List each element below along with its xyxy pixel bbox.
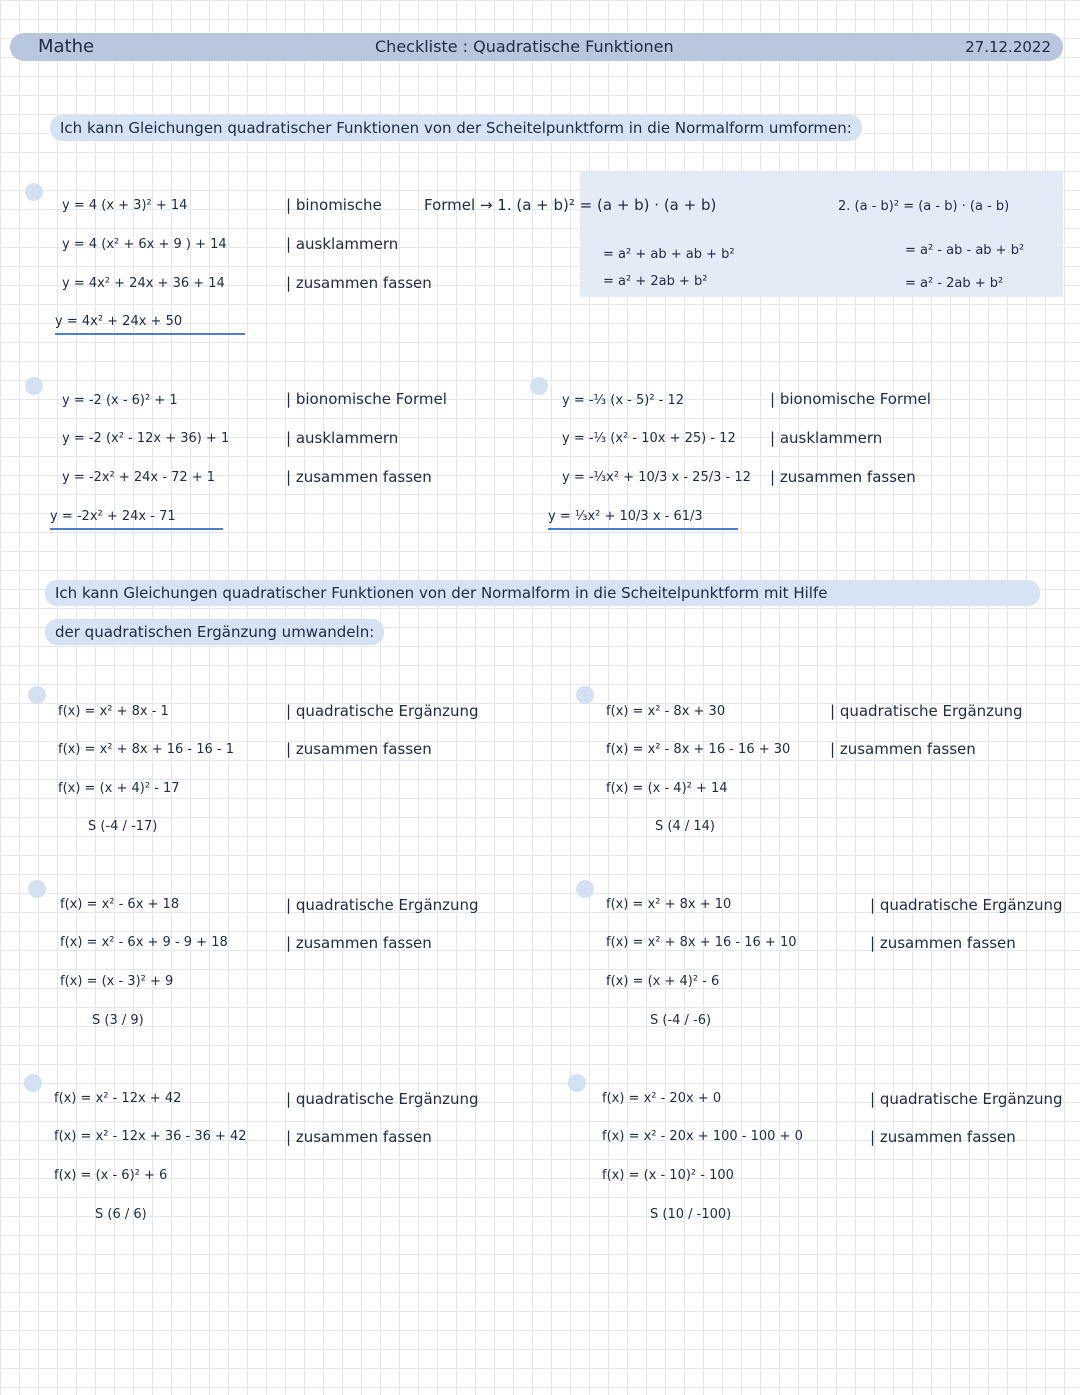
eq-result: y = 4x² + 24x + 50 <box>55 313 245 335</box>
step-note: | quadratische Ergänzung <box>870 1090 1063 1108</box>
eq-line: f(x) = x² + 8x + 16 - 16 + 10 <box>606 935 797 950</box>
bullet-dot <box>28 686 46 704</box>
step-note: | bionomische Formel <box>770 390 931 408</box>
step-note: | zusammen fassen <box>286 1128 432 1146</box>
eq-line: f(x) = x² - 20x + 100 - 100 + 0 <box>602 1129 803 1144</box>
formula-2-line: = a² - ab - ab + b² <box>905 243 1025 258</box>
formula-1-line: = a² + ab + ab + b² <box>603 247 735 262</box>
vertex-point: S (4 / 14) <box>655 819 715 834</box>
step-note: | quadratische Ergänzung <box>286 1090 479 1108</box>
step-note: | zusammen fassen <box>770 468 916 486</box>
date-label: 27.12.2022 <box>965 38 1051 56</box>
eq-line: f(x) = x² - 6x + 18 <box>60 897 180 912</box>
step-note: | quadratische Ergänzung <box>870 896 1063 914</box>
eq-line: f(x) = x² + 8x + 16 - 16 - 1 <box>58 742 235 757</box>
page-title: Checkliste : Quadratische Funktionen <box>375 37 674 56</box>
eq-line: f(x) = x² - 8x + 30 <box>606 704 726 719</box>
eq-line: y = 4x² + 24x + 36 + 14 <box>62 276 225 291</box>
eq-line: y = -⅓ (x² - 10x + 25) - 12 <box>562 431 736 446</box>
eq-line: f(x) = x² - 8x + 16 - 16 + 30 <box>606 742 791 757</box>
eq-result: y = -2x² + 24x - 71 <box>50 508 223 530</box>
formula-2-line: = a² - 2ab + b² <box>905 276 1004 291</box>
eq-line: y = -2x² + 24x - 72 + 1 <box>62 470 216 485</box>
vertex-point: S (-4 / -17) <box>88 819 158 834</box>
eq-line: f(x) = x² - 12x + 36 - 36 + 42 <box>54 1129 247 1144</box>
bullet-dot <box>576 880 594 898</box>
eq-line: f(x) = x² + 8x + 10 <box>606 897 732 912</box>
bullet-dot <box>25 183 43 201</box>
bullet-dot <box>568 1074 586 1092</box>
formula-2: 2. (a - b)² = (a - b) · (a - b) <box>838 199 1010 214</box>
eq-line: f(x) = x² + 8x - 1 <box>58 704 169 719</box>
eq-line: f(x) = (x + 4)² - 17 <box>58 781 180 796</box>
step-note: | ausklammern <box>286 429 399 447</box>
step-note: | quadratische Ergänzung <box>286 702 479 720</box>
eq-line: y = -2 (x - 6)² + 1 <box>62 393 178 408</box>
step-note: | zusammen fassen <box>286 934 432 952</box>
bullet-dot <box>25 377 43 395</box>
step-note: | bionomische Formel <box>286 390 447 408</box>
section1-heading: Ich kann Gleichungen quadratischer Funktionen von der Scheitelpunktform in die Normalform umformen: <box>50 115 862 141</box>
step-note: | quadratische Ergänzung <box>830 702 1023 720</box>
step-note: | zusammen fassen <box>830 740 976 758</box>
eq-line: y = 4 (x + 3)² + 14 <box>62 198 188 213</box>
step-note: | quadratische Ergänzung <box>286 896 479 914</box>
eq-line: f(x) = (x - 4)² + 14 <box>606 781 728 796</box>
step-note: | zusammen fassen <box>286 468 432 486</box>
step-note: | zusammen fassen <box>870 934 1016 952</box>
eq-line: f(x) = (x - 6)² + 6 <box>54 1168 168 1183</box>
eq-line: f(x) = (x - 3)² + 9 <box>60 974 174 989</box>
eq-line: f(x) = x² - 12x + 42 <box>54 1091 182 1106</box>
section2-heading-line2: der quadratischen Ergänzung umwandeln: <box>45 619 384 645</box>
section2-heading-line1: Ich kann Gleichungen quadratischer Funktionen von der Normalform in die Scheitelpunktform mit Hilfe <box>45 580 1040 606</box>
formula-1: Formel → 1. (a + b)² = (a + b) · (a + b) <box>424 196 717 214</box>
step-note: | zusammen fassen <box>286 740 432 758</box>
bullet-dot <box>28 880 46 898</box>
step-note: | ausklammern <box>286 235 399 253</box>
eq-line: y = -⅓x² + 10/3 x - 25/3 - 12 <box>562 470 751 485</box>
header-bar <box>10 33 1063 61</box>
eq-line: f(x) = x² - 6x + 9 - 9 + 18 <box>60 935 228 950</box>
bullet-dot <box>576 686 594 704</box>
step-note: | binomische <box>286 196 382 214</box>
eq-result: y = ⅓x² + 10/3 x - 61/3 <box>548 508 738 530</box>
step-note: | zusammen fassen <box>870 1128 1016 1146</box>
vertex-point: S (-4 / -6) <box>650 1013 712 1028</box>
eq-line: y = -2 (x² - 12x + 36) + 1 <box>62 431 230 446</box>
step-note: | ausklammern <box>770 429 883 447</box>
vertex-point: S (3 / 9) <box>92 1013 144 1028</box>
vertex-point: S (10 / -100) <box>650 1207 732 1222</box>
vertex-point: S (6 / 6) <box>95 1207 147 1222</box>
eq-line: y = -⅓ (x - 5)² - 12 <box>562 393 685 408</box>
bullet-dot <box>530 377 548 395</box>
step-note: | zusammen fassen <box>286 274 432 292</box>
bullet-dot <box>24 1074 42 1092</box>
eq-line: f(x) = x² - 20x + 0 <box>602 1091 722 1106</box>
subject-label: Mathe <box>38 36 95 57</box>
eq-line: f(x) = (x - 10)² - 100 <box>602 1168 734 1183</box>
formula-1-line: = a² + 2ab + b² <box>603 274 708 289</box>
eq-line: y = 4 (x² + 6x + 9 ) + 14 <box>62 237 227 252</box>
eq-line: f(x) = (x + 4)² - 6 <box>606 974 720 989</box>
